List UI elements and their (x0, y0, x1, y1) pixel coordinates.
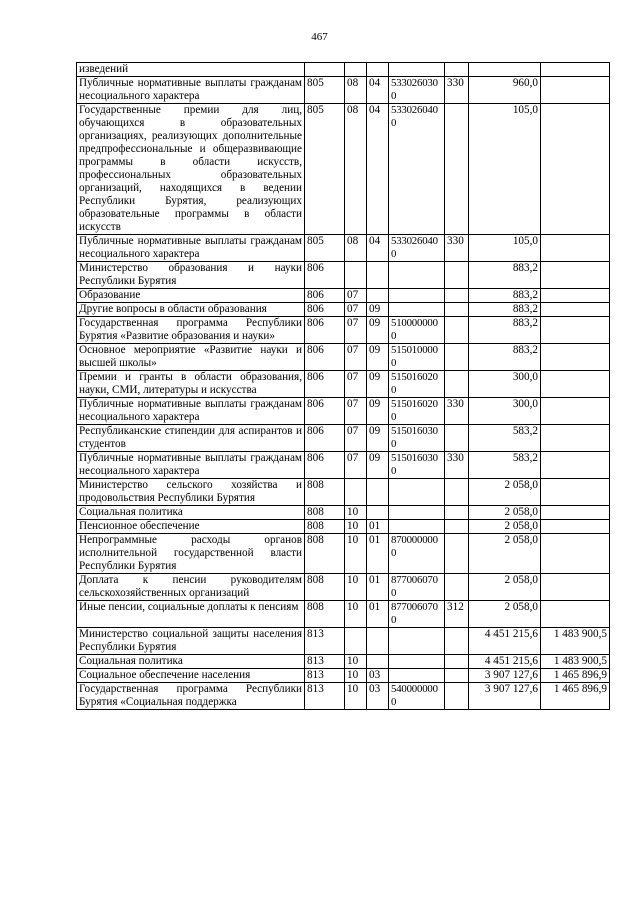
row-glava-code: 805 (305, 77, 345, 104)
row-expense-type-code (445, 669, 469, 683)
row-section-code: 07 (345, 289, 367, 303)
row-subsection-code: 09 (367, 398, 389, 425)
row-expense-type-code (445, 371, 469, 398)
row-glava-code: 808 (305, 506, 345, 520)
row-section-code: 07 (345, 425, 367, 452)
row-amount-total: 2 058,0 (469, 574, 541, 601)
row-subsection-code: 09 (367, 425, 389, 452)
row-target-code: 5330260400 (389, 235, 445, 262)
row-amount-federal (541, 104, 610, 235)
row-target-code: 8700000000 (389, 534, 445, 574)
row-name: Социальная политика (77, 506, 305, 520)
row-expense-type-code: 330 (445, 398, 469, 425)
row-name: Публичные нормативные выплаты гражданам несоциального характера (77, 398, 305, 425)
row-section-code: 10 (345, 683, 367, 710)
row-name: Государственная программа Республики Бурятия «Развитие образования и науки» (77, 317, 305, 344)
row-amount-federal (541, 520, 610, 534)
row-amount-federal (541, 235, 610, 262)
table-row (77, 262, 610, 289)
row-name: Государственная программа Республики Бурятия «Социальная поддержка (77, 683, 305, 710)
row-amount-total: 2 058,0 (469, 534, 541, 574)
row-target-code: 5150160200 (389, 371, 445, 398)
row-glava-code: 806 (305, 452, 345, 479)
row-expense-type-code (445, 683, 469, 710)
row-section-code: 10 (345, 655, 367, 669)
row-subsection-code: 01 (367, 574, 389, 601)
row-section-code: 07 (345, 371, 367, 398)
table-row (77, 104, 610, 235)
row-amount-federal (541, 425, 610, 452)
row-amount-total: 2 058,0 (469, 601, 541, 628)
row-subsection-code (367, 289, 389, 303)
row-section-code: 10 (345, 574, 367, 601)
row-name: Образование (77, 289, 305, 303)
row-subsection-code (367, 479, 389, 506)
row-expense-type-code (445, 317, 469, 344)
row-glava-code: 806 (305, 317, 345, 344)
row-name: Публичные нормативные выплаты гражданам несоциального характера (77, 235, 305, 262)
row-target-code (389, 520, 445, 534)
row-section-code: 07 (345, 303, 367, 317)
table-row (77, 628, 610, 655)
row-subsection-code: 09 (367, 317, 389, 344)
row-expense-type-code: 330 (445, 235, 469, 262)
row-target-code: 5150100000 (389, 344, 445, 371)
row-section-code (345, 628, 367, 655)
row-target-code (389, 628, 445, 655)
row-target-code (389, 506, 445, 520)
row-target-code: 8770060700 (389, 574, 445, 601)
row-name: Премии и гранты в области образования, науки, СМИ, литературы и искусства (77, 371, 305, 398)
row-expense-type-code (445, 655, 469, 669)
row-expense-type-code (445, 534, 469, 574)
row-amount-federal: 1 465 896,9 (541, 683, 610, 710)
row-amount-total: 300,0 (469, 371, 541, 398)
row-expense-type-code (445, 425, 469, 452)
row-expense-type-code: 330 (445, 452, 469, 479)
row-expense-type-code (445, 628, 469, 655)
row-amount-federal (541, 317, 610, 344)
row-amount-total: 105,0 (469, 104, 541, 235)
row-subsection-code (367, 628, 389, 655)
budget-table (76, 62, 610, 710)
row-glava-code: 813 (305, 669, 345, 683)
row-target-code (389, 63, 445, 77)
row-subsection-code: 09 (367, 452, 389, 479)
row-name: Другие вопросы в области образования (77, 303, 305, 317)
row-target-code (389, 289, 445, 303)
row-amount-total: 960,0 (469, 77, 541, 104)
table-row (77, 398, 610, 425)
table-row (77, 683, 610, 710)
page-number: 467 (311, 31, 328, 43)
table-row (77, 303, 610, 317)
row-glava-code: 813 (305, 683, 345, 710)
row-expense-type-code (445, 262, 469, 289)
row-name: Государственные премии для лиц, обучающихся в образовательных организациях, реализующих дополнительные предпрофессиональные и общеразвивающие программы в области искусств, профессиональных образовательных организаций, находящихся в ведении Республики Бурятия, реализующих образовательные программы в области искусств (77, 104, 305, 235)
table-row (77, 655, 610, 669)
row-amount-federal (541, 303, 610, 317)
budget-table-body (77, 63, 610, 710)
row-target-code: 5150160200 (389, 398, 445, 425)
row-target-code: 8770060700 (389, 601, 445, 628)
row-amount-total: 2 058,0 (469, 520, 541, 534)
table-row (77, 574, 610, 601)
row-subsection-code: 03 (367, 683, 389, 710)
row-target-code: 5100000000 (389, 317, 445, 344)
row-expense-type-code (445, 479, 469, 506)
row-amount-total: 883,2 (469, 303, 541, 317)
row-glava-code: 813 (305, 655, 345, 669)
row-subsection-code (367, 506, 389, 520)
row-name: Министерство образования и науки Республики Бурятия (77, 262, 305, 289)
row-section-code: 07 (345, 398, 367, 425)
row-section-code: 07 (345, 344, 367, 371)
row-amount-federal (541, 63, 610, 77)
row-subsection-code: 04 (367, 235, 389, 262)
row-amount-total: 4 451 215,6 (469, 628, 541, 655)
row-amount-total: 4 451 215,6 (469, 655, 541, 669)
row-section-code: 07 (345, 317, 367, 344)
row-subsection-code: 01 (367, 520, 389, 534)
row-name: Республиканские стипендии для аспирантов и студентов (77, 425, 305, 452)
row-glava-code: 808 (305, 534, 345, 574)
row-section-code (345, 479, 367, 506)
row-subsection-code: 04 (367, 77, 389, 104)
row-subsection-code: 09 (367, 371, 389, 398)
table-row (77, 344, 610, 371)
row-target-code: 5330260400 (389, 104, 445, 235)
row-name: Иные пенсии, социальные доплаты к пенсиям (77, 601, 305, 628)
row-subsection-code: 04 (367, 104, 389, 235)
row-name: Публичные нормативные выплаты гражданам несоциального характера (77, 452, 305, 479)
row-subsection-code (367, 262, 389, 289)
table-row (77, 317, 610, 344)
row-amount-federal (541, 574, 610, 601)
row-amount-total: 883,2 (469, 344, 541, 371)
row-amount-total: 3 907 127,6 (469, 683, 541, 710)
row-expense-type-code: 330 (445, 77, 469, 104)
table-row (77, 371, 610, 398)
row-name: Социальное обеспечение населения (77, 669, 305, 683)
row-amount-federal: 1 465 896,9 (541, 669, 610, 683)
row-glava-code: 805 (305, 104, 345, 235)
row-subsection-code: 09 (367, 344, 389, 371)
row-amount-federal (541, 344, 610, 371)
row-glava-code: 806 (305, 425, 345, 452)
row-amount-federal (541, 452, 610, 479)
row-target-code (389, 669, 445, 683)
row-amount-total: 883,2 (469, 317, 541, 344)
row-name: Министерство сельского хозяйства и продовольствия Республики Бурятия (77, 479, 305, 506)
row-expense-type-code (445, 63, 469, 77)
row-name: Доплата к пенсии руководителям сельскохозяйственных организаций (77, 574, 305, 601)
row-amount-total: 583,2 (469, 425, 541, 452)
row-expense-type-code (445, 104, 469, 235)
row-amount-federal (541, 601, 610, 628)
table-row (77, 425, 610, 452)
table-row (77, 452, 610, 479)
row-subsection-code: 03 (367, 669, 389, 683)
row-section-code (345, 262, 367, 289)
table-row (77, 520, 610, 534)
row-amount-federal (541, 506, 610, 520)
row-glava-code: 808 (305, 601, 345, 628)
row-expense-type-code (445, 574, 469, 601)
row-expense-type-code (445, 303, 469, 317)
row-name: Непрограммные расходы органов исполнительной государственной власти Республики Бурятия (77, 534, 305, 574)
row-section-code: 10 (345, 506, 367, 520)
row-target-code (389, 303, 445, 317)
row-amount-federal (541, 262, 610, 289)
row-expense-type-code (445, 506, 469, 520)
row-amount-total: 2 058,0 (469, 479, 541, 506)
row-expense-type-code (445, 289, 469, 303)
row-name: Пенсионное обеспечение (77, 520, 305, 534)
row-name: Основное мероприятие «Развитие науки и высшей школы» (77, 344, 305, 371)
row-amount-federal: 1 483 900,5 (541, 628, 610, 655)
row-amount-federal: 1 483 900,5 (541, 655, 610, 669)
table-row (77, 289, 610, 303)
row-section-code: 07 (345, 452, 367, 479)
row-amount-total: 583,2 (469, 452, 541, 479)
row-amount-federal (541, 479, 610, 506)
row-amount-federal (541, 534, 610, 574)
row-amount-total: 883,2 (469, 289, 541, 303)
row-expense-type-code (445, 520, 469, 534)
row-glava-code: 806 (305, 289, 345, 303)
row-amount-total: 883,2 (469, 262, 541, 289)
row-glava-code: 808 (305, 479, 345, 506)
row-glava-code: 806 (305, 262, 345, 289)
row-section-code: 10 (345, 520, 367, 534)
table-row (77, 479, 610, 506)
row-glava-code: 806 (305, 303, 345, 317)
row-amount-total: 3 907 127,6 (469, 669, 541, 683)
row-target-code: 5150160300 (389, 425, 445, 452)
row-glava-code: 806 (305, 371, 345, 398)
row-glava-code (305, 63, 345, 77)
row-target-code: 5330260300 (389, 77, 445, 104)
row-amount-federal (541, 371, 610, 398)
row-section-code: 08 (345, 104, 367, 235)
row-amount-total: 105,0 (469, 235, 541, 262)
row-glava-code: 806 (305, 398, 345, 425)
row-amount-federal (541, 289, 610, 303)
row-name: Публичные нормативные выплаты гражданам несоциального характера (77, 77, 305, 104)
row-subsection-code (367, 63, 389, 77)
row-glava-code: 808 (305, 574, 345, 601)
row-expense-type-code (445, 344, 469, 371)
row-amount-total: 300,0 (469, 398, 541, 425)
row-amount-total (469, 63, 541, 77)
table-row (77, 506, 610, 520)
row-amount-federal (541, 77, 610, 104)
row-subsection-code (367, 655, 389, 669)
row-name: изведений (77, 63, 305, 77)
row-section-code: 10 (345, 669, 367, 683)
row-subsection-code: 09 (367, 303, 389, 317)
table-row (77, 77, 610, 104)
row-section-code: 10 (345, 601, 367, 628)
row-glava-code: 808 (305, 520, 345, 534)
row-amount-total: 2 058,0 (469, 506, 541, 520)
row-expense-type-code: 312 (445, 601, 469, 628)
row-name: Социальная политика (77, 655, 305, 669)
row-subsection-code: 01 (367, 601, 389, 628)
row-section-code: 10 (345, 534, 367, 574)
row-target-code (389, 479, 445, 506)
table-row (77, 669, 610, 683)
row-section-code: 08 (345, 235, 367, 262)
row-section-code (345, 63, 367, 77)
row-target-code: 5150160300 (389, 452, 445, 479)
row-target-code: 5400000000 (389, 683, 445, 710)
row-amount-federal (541, 398, 610, 425)
row-glava-code: 813 (305, 628, 345, 655)
row-glava-code: 806 (305, 344, 345, 371)
table-row (77, 534, 610, 574)
row-name: Министерство социальной защиты населения Республики Бурятия (77, 628, 305, 655)
table-row (77, 63, 610, 77)
row-target-code (389, 262, 445, 289)
row-section-code: 08 (345, 77, 367, 104)
table-row (77, 601, 610, 628)
row-glava-code: 805 (305, 235, 345, 262)
row-target-code (389, 655, 445, 669)
row-subsection-code: 01 (367, 534, 389, 574)
table-row (77, 235, 610, 262)
